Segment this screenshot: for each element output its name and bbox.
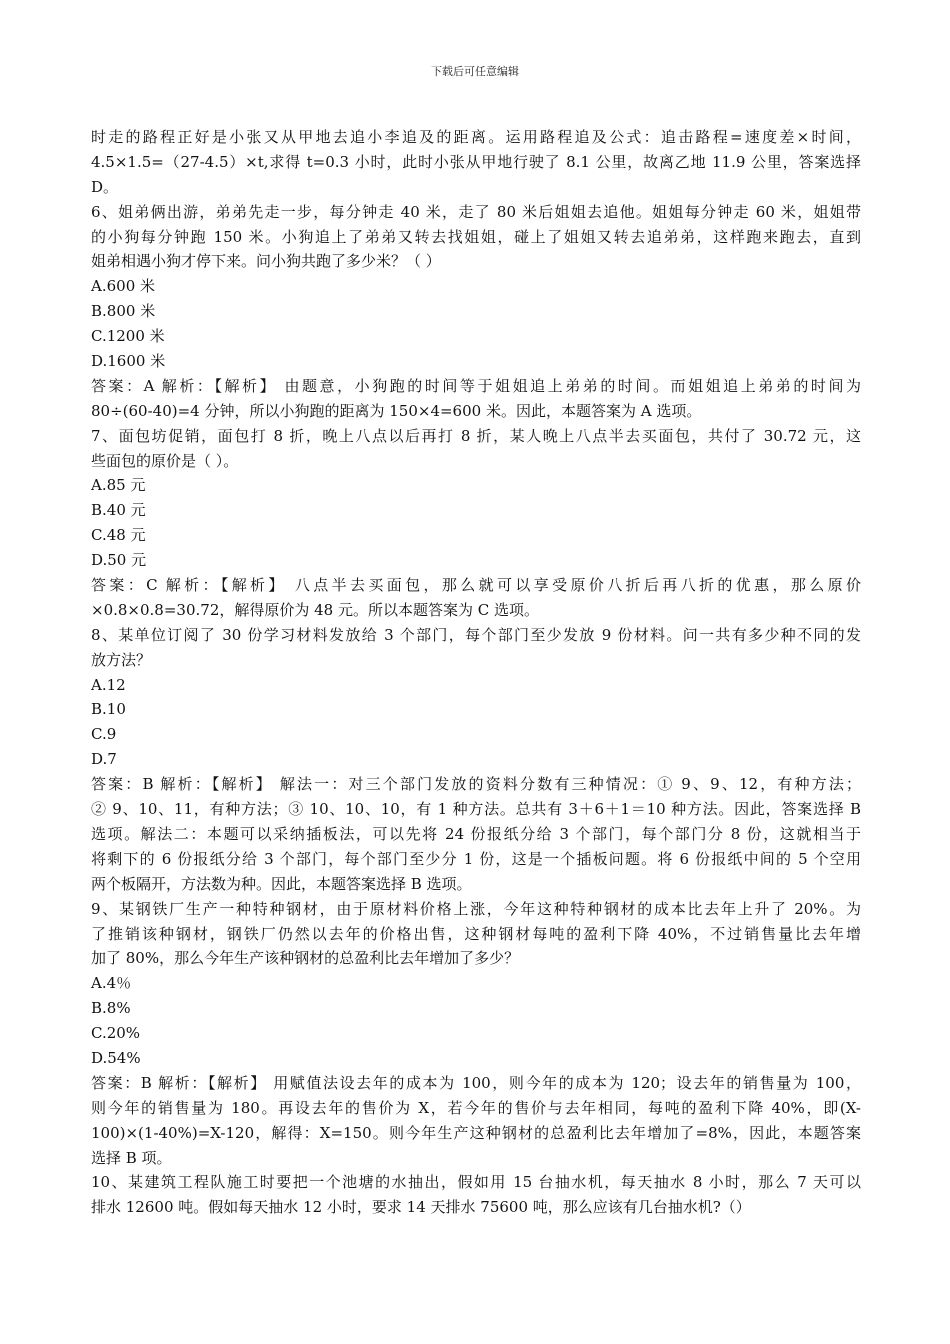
text-line: B.800 米 [91, 302, 156, 321]
text-line: 选择 B 项。 [91, 1148, 172, 1167]
text-line: 时走的路程正好是小张又从甲地去追小李追及的距离。运用路程追及公式：追击路程=速度差×时间， [91, 128, 861, 146]
text-line: 9、某钢铁厂生产一种特种钢材，由于原材料价格上涨，今年这种特种钢材的成本比去年上升了 20%。为 [91, 899, 861, 918]
text-line: C.9 [91, 725, 117, 744]
text-line: 10、某建筑工程队施工时要把一个池塘的水抽出，假如用 15 台抽水机，每天抽水 8 小时，那么 7 天可以 [91, 1173, 861, 1192]
text-line: 些面包的原价是（ ）。 [91, 451, 239, 470]
text-line: C.20% [91, 1024, 141, 1043]
text-line: 姐弟相遇小狗才停下来。问小狗共跑了多少米？（ ） [91, 252, 441, 271]
text-line: 选项。解法二：本题可以采纳插板法，可以先将 24 份报纸分给 3 个部门，每个部门分 8 份，这就相当于 [91, 824, 861, 843]
text-line: 的小狗每分钟跑 150 米。小狗追上了弟弟又转去找姐姐，碰上了姐姐又转去追弟弟，这样跑来跑去，直到 [91, 227, 861, 246]
text-line: D。 [91, 177, 119, 196]
text-line: D.1600 米 [91, 352, 166, 371]
text-line: 100)×(1-40%)=X-120，解得：X=150。则今年生产这种钢材的总盈利比去年增加了=8%，因此，本题答案 [91, 1123, 861, 1142]
text-line: 答案：A 解析：【解析】 由题意，小狗跑的时间等于姐姐追上弟弟的时间。而姐姐追上弟弟的时间为 [91, 376, 861, 395]
text-line: 排水 12600 吨。假如每天抽水 12 小时，要求 14 天排水 75600 吨，那么应该有几台抽水机?（） [91, 1198, 751, 1217]
text-line: 了推销该种钢材，钢铁厂仍然以去年的价格出售，这种钢材每吨的盈利下降 40%，不过销售量比去年增 [91, 924, 861, 943]
text-line: 加了 80%，那么今年生产该种钢材的总盈利比去年增加了多少？ [91, 949, 520, 968]
text-line: 6、姐弟俩出游，弟弟先走一步，每分钟走 40 米，走了 80 米后姐姐去追他。姐姐每分钟走 60 米，姐姐带 [91, 202, 861, 221]
text-line: 7、面包坊促销，面包打 8 折，晚上八点以后再打 8 折，某人晚上八点半去买面包，共付了 30.72 元，这 [91, 426, 861, 445]
text-line: 答案：C 解析：【解析】 八点半去买面包，那么就可以享受原价八折后再八折的优惠，那么原价 [91, 576, 861, 595]
text-line: 则今年的销售量为 180。再设去年的售价为 X，若今年的售价与去年相同，每吨的盈利下降 40%，即(X- [91, 1098, 861, 1117]
text-line: B.10 [91, 700, 126, 719]
text-line: 两个板隔开，方法数为种。因此，本题答案选择 B 选项。 [91, 874, 472, 893]
text-line: A.4％ [91, 974, 132, 993]
text-line: 将剩下的 6 份报纸分给 3 个部门，每个部门至少分 1 份，这是一个插板问题。将 6 份报纸中间的 5 个空用 [91, 849, 861, 868]
document-body [91, 125, 861, 1220]
text-line: A.600 米 [91, 277, 155, 296]
text-line: D.50 元 [91, 551, 147, 570]
text-line: C.48 元 [91, 526, 146, 545]
text-line: D.54% [91, 1048, 141, 1067]
text-line: ② 9、10、11，有种方法；③ 10、10、10，有 1 种方法。总共有 3＋6＋1＝10 种方法。因此，答案选择 B [91, 800, 861, 819]
text-line: 放方法？ [91, 650, 152, 669]
text-line: A.12 [91, 675, 126, 694]
page-header: 下载后可任意编辑 [431, 65, 519, 78]
text-line: 4.5×1.5=（27-4.5）×t,求得 t=0.3 小时，此时小张从甲地行驶了 8.1 公里，故离乙地 11.9 公里，答案选择 [91, 152, 861, 171]
text-line: D.7 [91, 750, 117, 769]
text-line: ×0.8×0.8=30.72，解得原价为 48 元。所以本题答案为 C 选项。 [91, 600, 539, 619]
text-line: 答案：B 解析：【解析】 用赋值法设去年的成本为 100，则今年的成本为 120；设去年的销售量为 100， [91, 1073, 861, 1092]
text-line: 80÷(60-40)=4 分钟，所以小狗跑的距离为 150×4=600 米。因此，本题答案为 A 选项。 [91, 401, 702, 420]
text-line: A.85 元 [91, 476, 146, 495]
text-line: C.1200 米 [91, 327, 165, 346]
text-line: 答案：B 解析：【解析】 解法一：对三个部门发放的资料分数有三种情况：① 9、9、12，有种方法； [91, 775, 861, 794]
text-line: B.40 元 [91, 501, 146, 520]
text-line: B.8% [91, 999, 131, 1018]
text-line: 8、某单位订阅了 30 份学习材料发放给 3 个部门，每个部门至少发放 9 份材料。问一共有多少种不同的发 [91, 625, 861, 644]
